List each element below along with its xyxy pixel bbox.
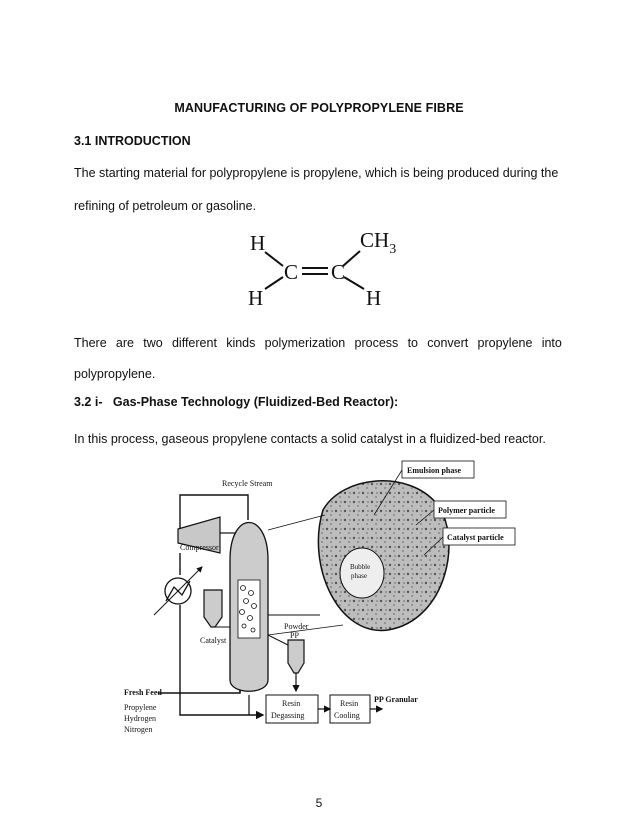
atom-c-right: C [331,260,346,284]
label-recycle-stream: Recycle Stream [222,479,273,488]
label-resin-degassing-1: Resin [282,699,301,708]
section-number: 3.2 i- [74,395,103,409]
label-catalyst: Catalyst [200,636,227,645]
label-degassing: Degassing [271,711,305,720]
atom-h-bottom-left: H [248,286,264,310]
label-pp: PP [290,631,299,640]
word: kinds [226,336,256,350]
section-heading-introduction: 3.1 INTRODUCTION [74,134,191,148]
label-fresh-feed: Fresh Feed [124,688,162,697]
label-resin-cooling-1: Resin [340,699,359,708]
word: polymerization [264,336,346,350]
word: process [354,336,399,350]
label-propylene: Propylene [124,703,157,712]
reactor-vessel-icon [230,523,268,716]
emulsion-phase-inset [318,481,449,631]
catalyst-hopper-icon [204,590,222,627]
label-cooling: Cooling [334,711,360,720]
word: to [407,336,418,350]
atom-h-top: H [250,231,266,255]
page-number: 5 [315,796,323,810]
label-emulsion-phase: Emulsion phase [407,466,462,475]
section-heading-gas-phase [74,395,398,409]
atom-ch3: $CH_3$ [360,228,397,257]
label-compressor: Compressor [180,543,219,552]
label-bubble: Bubble [350,563,371,571]
propylene-structure [240,225,420,315]
word: are [115,336,134,350]
section-title: Gas-Phase Technology (Fluidized-Bed Reactor): [112,395,399,409]
intro-paragraph-line1: The starting material for polypropylene is propylene, which is being produced during the [74,166,559,180]
word: convert [427,336,469,350]
label-phase: phase [351,572,367,580]
polymerization-paragraph-line1 [74,336,562,350]
label-powder: Powder [284,622,309,631]
word: propylene [477,336,533,350]
word: two [143,336,163,350]
label-polymer-particle: Polymer particle [438,506,495,515]
fluidized-bed-process-diagram [118,455,528,745]
polymerization-paragraph-line2: polypropylene. [74,367,156,381]
word: There [74,336,107,350]
intro-paragraph-line2: refining of petroleum or gasoline. [74,199,257,213]
label-pp-granular: PP Granular [374,695,418,704]
atom-c-left: C [284,260,299,284]
gas-phase-paragraph: In this process, gaseous propylene contacts a solid catalyst in a fluidized-bed reactor. [74,432,546,446]
label-catalyst-particle: Catalyst particle [447,533,504,542]
word: into [541,336,562,350]
label-hydrogen: Hydrogen [124,714,156,723]
atom-h-bottom-right: H [366,286,382,310]
word: different [171,336,217,350]
powder-hopper-icon [288,640,304,673]
page-title: MANUFACTURING OF POLYPROPYLENE FIBRE [174,101,464,115]
label-nitrogen: Nitrogen [124,725,153,734]
